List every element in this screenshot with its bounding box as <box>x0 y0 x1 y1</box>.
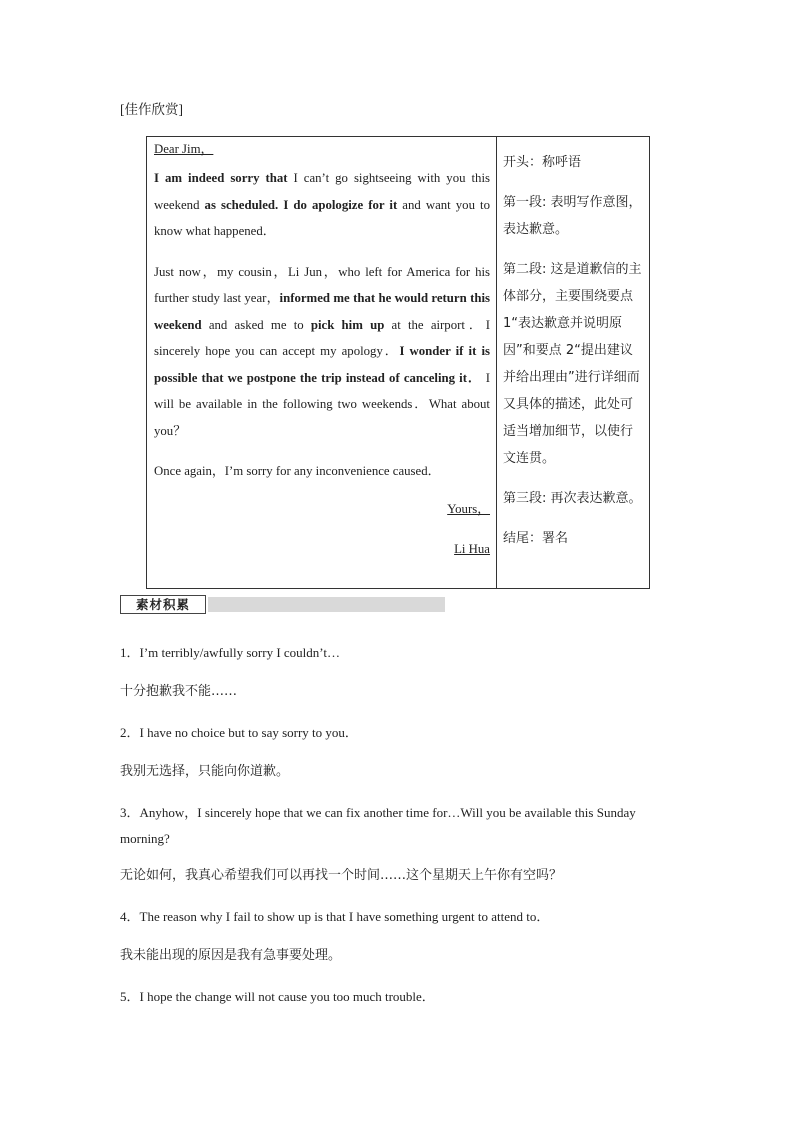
note-opening: 开头：称呼语 <box>503 155 582 170</box>
material-item <box>120 800 680 889</box>
note-paragraph-3: 第三段: 再次表达歉意。 <box>503 491 642 506</box>
materials-list <box>120 640 680 1025</box>
letter-salutation: Dear Jim， <box>154 142 214 156</box>
section-tag: [佳作欣赏] <box>120 102 183 117</box>
material-chinese: 我别无选择，只能向你道歉。 <box>120 764 290 779</box>
banner-label: 素材积累 <box>120 595 206 614</box>
letter-text: I can’t go sightseeing with you this weekend <box>154 171 490 212</box>
material-chinese: 无论如何，我真心希望我们可以再找一个时间……这个星期天上午你有空吗？ <box>120 868 563 883</box>
material-english: 4．The reason why I fail to show up is that I have something urgent to attend to． <box>120 909 550 924</box>
note-ending: 结尾：署名 <box>503 531 569 546</box>
key-phrase: I am indeed sorry that <box>154 171 288 185</box>
section-banner <box>120 595 445 614</box>
key-phrase: I wonder if it is possible that we postpone the trip instead of canceling it． <box>154 344 490 385</box>
material-item <box>120 984 680 1010</box>
material-item <box>120 640 680 705</box>
material-english: 1．I’m terribly/awfully sorry I couldn’t… <box>120 645 340 660</box>
material-chinese: 十分抱歉我不能…… <box>120 684 238 699</box>
material-item <box>120 720 680 785</box>
material-english: 2．I have no choice but to say sorry to you． <box>120 725 358 740</box>
material-english: 5．I hope the change will not cause you too much trouble． <box>120 989 435 1004</box>
letter-text: at the airport．I sincerely hope you can accept my apology． <box>154 317 490 358</box>
letter-text: Just now，my cousin，Li Jun，who left for America for his further study last year， <box>154 264 490 305</box>
letter-cell <box>147 137 497 589</box>
material-chinese: 我未能出现的原因是我有急事要处理。 <box>120 948 342 963</box>
letter-paragraph-3: Once again，I’m sorry for any inconvenience caused． <box>154 464 441 478</box>
material-english: 3．Anyhow，I sincerely hope that we can fix another time for…Will you be available this Sunday morning? <box>120 805 636 846</box>
letter-text: and want you to know what happened． <box>154 197 490 238</box>
letter-paragraph-2 <box>154 259 490 445</box>
model-essay-table <box>146 136 650 589</box>
key-phrase: informed me that he would return this weekend <box>154 291 490 332</box>
key-phrase: I do apologize for it <box>283 197 398 212</box>
notes-cell <box>497 137 650 589</box>
material-item <box>120 904 680 969</box>
letter-text: I will be available in the following two weekends．What about you？ <box>154 370 490 438</box>
note-paragraph-1: 第一段: 表明写作意图，表达歉意。 <box>503 195 642 237</box>
letter-signature: Li Hua <box>454 541 490 556</box>
letter-text: and asked me to <box>201 317 311 332</box>
key-phrase: as scheduled. <box>204 197 279 212</box>
note-paragraph-2: 第二段: 这是道歉信的主体部分，主要围绕要点 1“表达歉意并说明原因”和要点 2“提出建议并给出理由”进行详细而又具体的描述，此处可适当增加细节，以使行文连贯。 <box>503 262 642 466</box>
key-phrase: pick him up <box>310 317 385 332</box>
letter-paragraph-1 <box>154 165 490 245</box>
letter-closing: Yours， <box>447 501 490 516</box>
banner-bar <box>208 597 445 612</box>
